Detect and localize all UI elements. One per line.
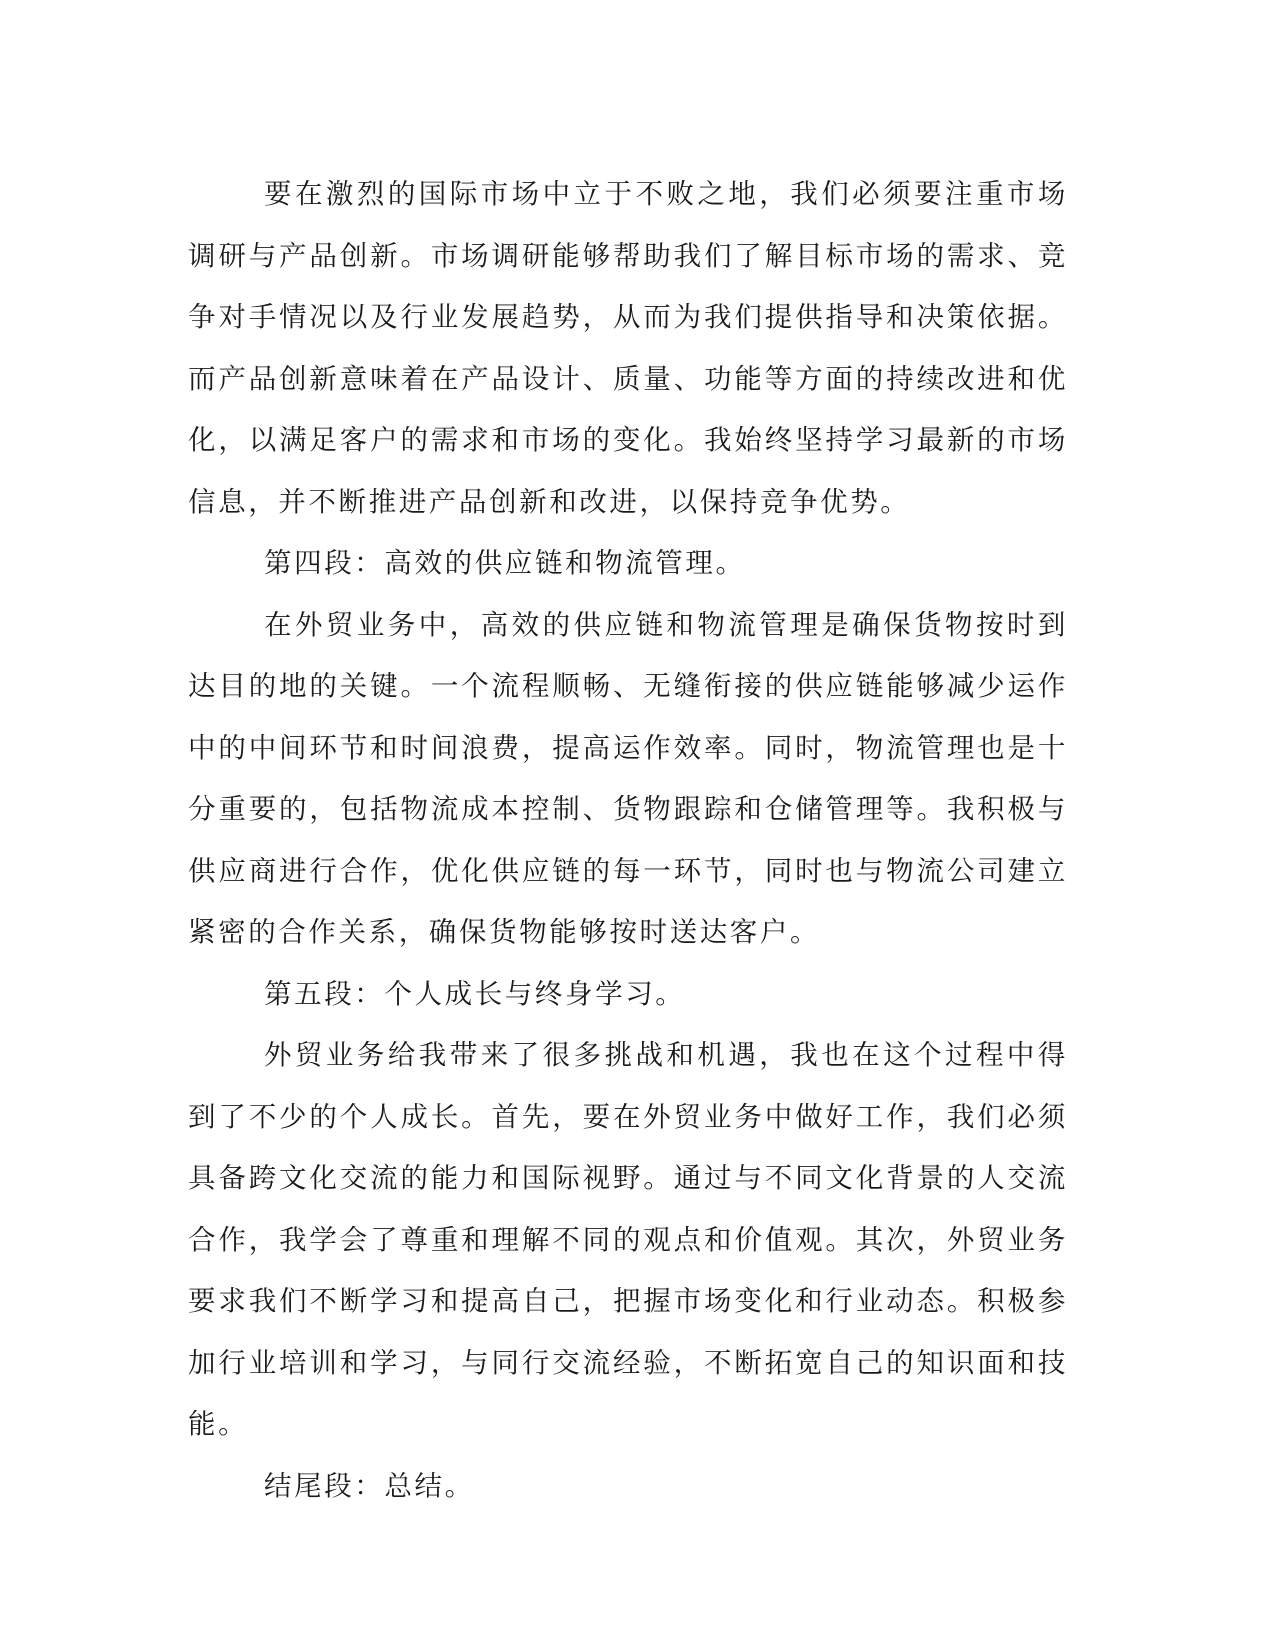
heading-conclusion: 结尾段：总结。 [264, 1469, 475, 1502]
heading-section-four: 第四段：高效的供应链和物流管理。 [264, 547, 746, 579]
document-body [188, 164, 1068, 1517]
paragraph-market-research: 要在激烈的国际市场中立于不败之地，我们必须要注重市场调研与产品创新。市场调研能够帮助我们了解目标市场的需求、竞争对手情况以及行业发展趋势，从而为我们提供指导和决策依据。而产品创新意味着在产品设计、质量、功能等方面的持续改进和优化，以满足客户的需求和市场的变化。我始终坚持学习最新的市场信息，并不断推进产品创新和改进，以保持竞争优势。 [188, 178, 1068, 518]
paragraph-supply-chain: 在外贸业务中，高效的供应链和物流管理是确保货物按时到达目的地的关键。一个流程顺畅、无缝衔接的供应链能够减少运作中的中间环节和时间浪费，提高运作效率。同时，物流管理也是十分重要的，包括物流成本控制、货物跟踪和仓储管理等。我积极与供应商进行合作，优化供应链的每一环节，同时也与物流公司建立紧密的合作关系，确保货物能够按时送达客户。 [188, 608, 1068, 948]
paragraph-personal-growth: 外贸业务给我带来了很多挑战和机遇，我也在这个过程中得到了不少的个人成长。首先，要在外贸业务中做好工作，我们必须具备跨文化交流的能力和国际视野。通过与不同文化背景的人交流合作，我学会了尊重和理解不同的观点和价值观。其次，外贸业务要求我们不断学习和提高自己，把握市场变化和行业动态。积极参加行业培训和学习，与同行交流经验，不断拓宽自己的知识面和技能。 [188, 1039, 1068, 1440]
heading-section-five: 第五段：个人成长与终身学习。 [264, 977, 686, 1010]
